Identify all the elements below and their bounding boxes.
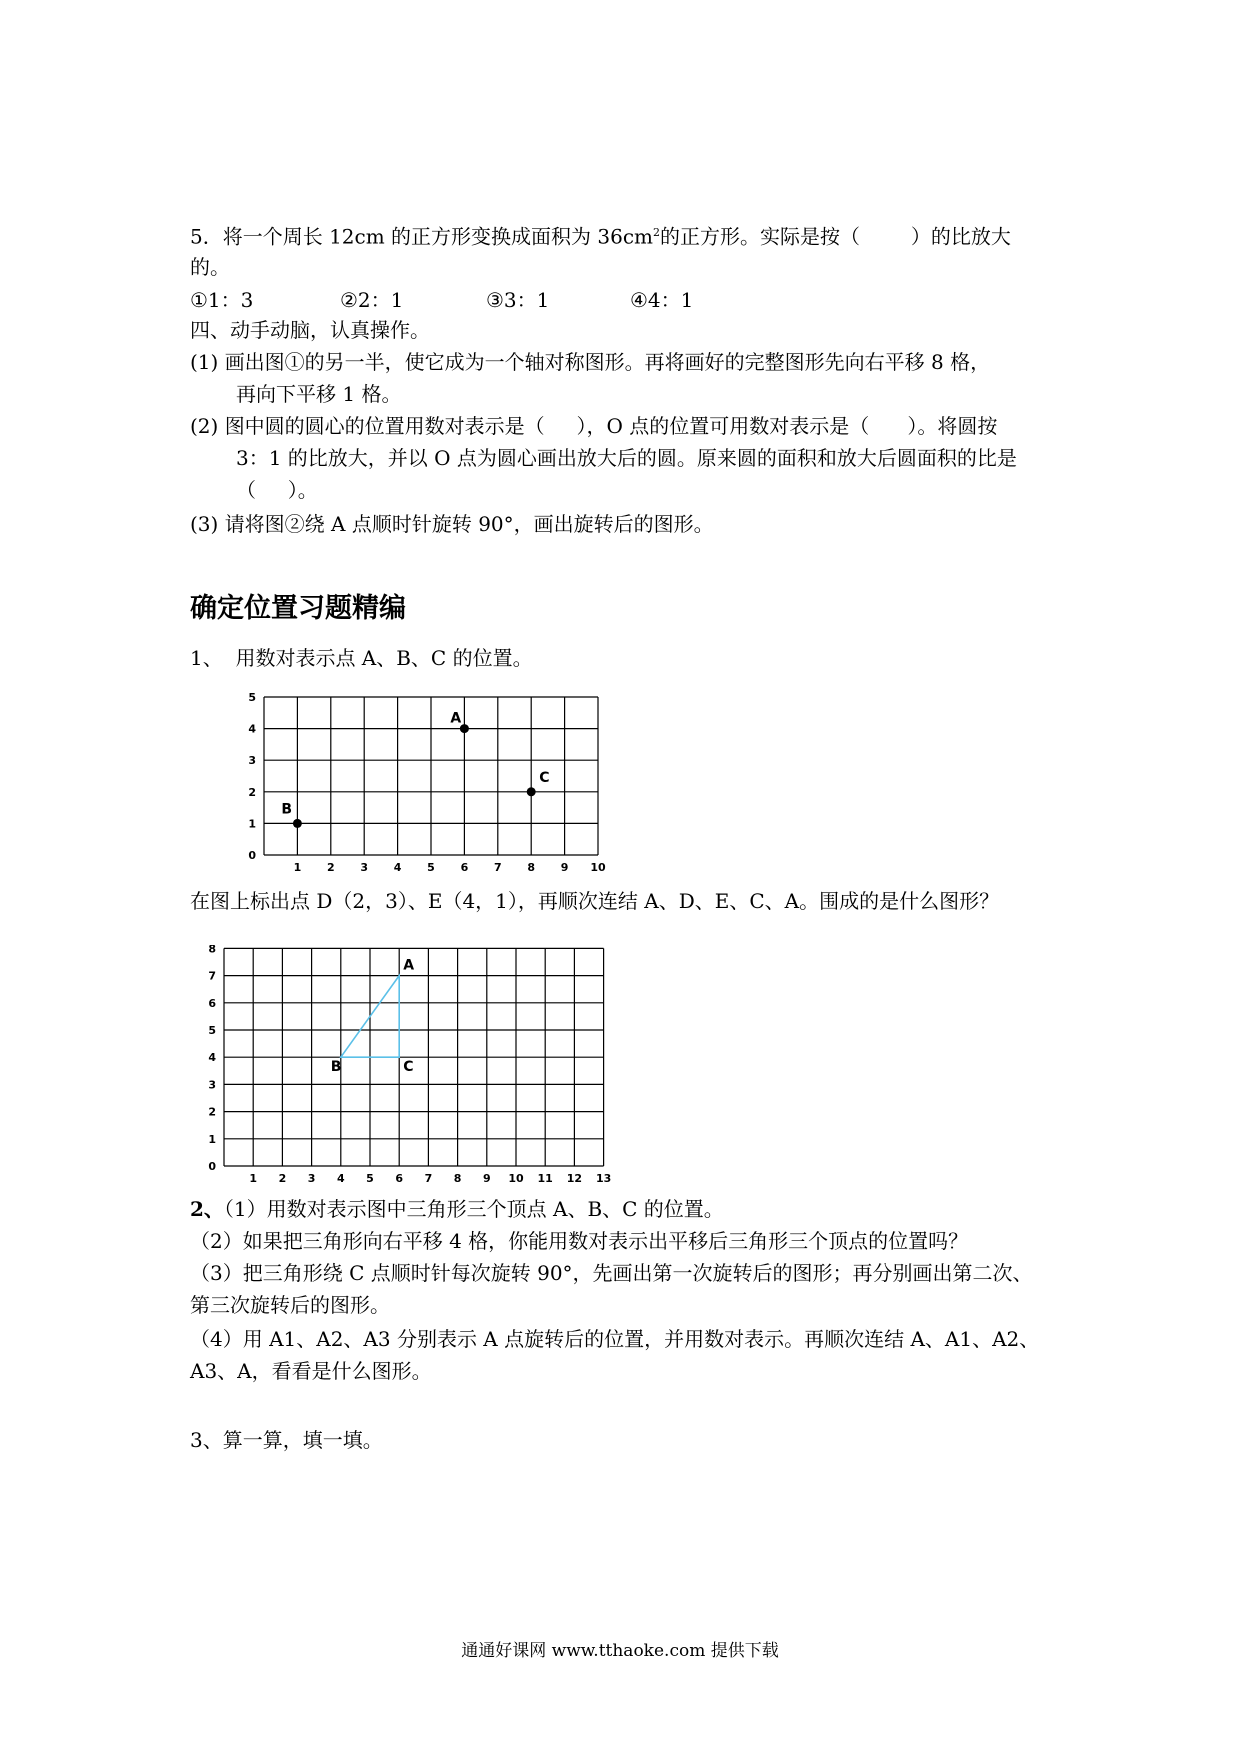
x-tick-label: 6 xyxy=(395,1172,404,1185)
x-tick-label: 8 xyxy=(453,1172,462,1185)
y-tick-label: 5 xyxy=(248,691,256,704)
y-tick-label: 2 xyxy=(248,785,256,799)
coordinate-grid-2 xyxy=(200,945,620,1185)
q5-text-end: 的正方形。实际是按（ ）的比放大 xyxy=(660,224,1011,249)
task-1-cont: 再向下平移 1 格。 xyxy=(236,382,402,406)
x-tick-label: 12 xyxy=(566,1172,583,1185)
task-2-cont: 3：1 的比放大，并以 O 点为圆心画出放大后的圆。原来圆的面积和放大后圆面积的比是 xyxy=(236,446,1017,470)
point-label-a: A xyxy=(450,710,462,727)
y-tick-label: 6 xyxy=(208,996,216,1010)
x-tick-label: 5 xyxy=(366,1172,374,1185)
x-tick-label: 13 xyxy=(595,1172,612,1185)
q2-line-3-cont: 第三次旋转后的图形。 xyxy=(190,1293,390,1317)
x-tick-label: 3 xyxy=(307,1172,316,1185)
y-tick-label: 8 xyxy=(208,945,216,956)
coordinate-grid-1 xyxy=(240,690,610,885)
x-tick-label: 8 xyxy=(527,861,536,874)
y-tick-label: 1 xyxy=(208,1132,216,1146)
q2-line-1-text: （1）用数对表示图中三角形三个顶点 A、B、C 的位置。 xyxy=(223,1197,724,1221)
task-1: (1) 画出图①的另一半，使它成为一个轴对称图形。再将画好的完整图形先向右平移 8 格， xyxy=(190,350,991,374)
y-tick-label: 5 xyxy=(208,1024,216,1037)
y-tick-label: 3 xyxy=(248,754,256,768)
x-tick-label: 6 xyxy=(460,861,469,874)
task-2-cont2: （ ）。 xyxy=(236,478,318,502)
option-4: ④4：1 xyxy=(630,288,694,312)
point-c xyxy=(527,787,536,796)
y-tick-label: 1 xyxy=(248,817,256,831)
q2-line-1 xyxy=(190,1195,724,1223)
x-tick-label: 10 xyxy=(508,1172,524,1185)
q2-number: 2、 xyxy=(190,1197,224,1221)
q2-line-4: （4）用 A1、A2、A3 分别表示 A 点旋转后的位置，并用数对表示。再顺次连结 A、A1、A2、 xyxy=(190,1327,1040,1351)
vertex-label-a: A xyxy=(403,957,415,974)
section-title: 确定位置习题精编 xyxy=(190,593,406,624)
point-label-b: B xyxy=(281,801,293,818)
q1-text: 1、 用数对表示点 A、B、C 的位置。 xyxy=(190,646,533,670)
question-5-cont: 的。 xyxy=(190,255,230,279)
section-4-heading: 四、动手动脑，认真操作。 xyxy=(190,318,430,342)
x-tick-label: 1 xyxy=(249,1172,258,1185)
y-tick-label: 0 xyxy=(208,1160,216,1173)
x-tick-label: 2 xyxy=(278,1172,287,1185)
q2-line-3: （3）把三角形绕 C 点顺时针每次旋转 90°，先画出第一次旋转后的图形；再分别画出第二次、 xyxy=(190,1261,1033,1285)
x-tick-label: 1 xyxy=(293,861,302,874)
vertex-label-c: C xyxy=(403,1059,414,1076)
q3-text: 3、算一算，填一填。 xyxy=(190,1428,383,1452)
x-tick-label: 10 xyxy=(590,861,606,874)
option-3: ③3：1 xyxy=(486,288,550,312)
y-tick-label: 2 xyxy=(208,1105,216,1119)
y-tick-label: 0 xyxy=(248,849,256,862)
option-2: ②2：1 xyxy=(340,288,404,312)
question-5 xyxy=(190,219,1011,251)
q5-text: 5．将一个周长 12cm 的正方形变换成面积为 36cm xyxy=(190,224,654,249)
point-label-c: C xyxy=(539,769,550,786)
footer: 通通好课网 www.tthaoke.com 提供下载 xyxy=(461,1641,779,1661)
y-tick-label: 4 xyxy=(248,722,256,736)
q1-followup: 在图上标出点 D（2，3）、E（4，1），再顺次连结 A、D、E、C、A。围成的是什么图形？ xyxy=(190,889,1000,913)
x-tick-label: 5 xyxy=(427,861,435,874)
x-tick-label: 9 xyxy=(560,861,569,874)
x-tick-label: 2 xyxy=(326,861,335,874)
task-3: (3) 请将图②绕 A 点顺时针旋转 90°，画出旋转后的图形。 xyxy=(190,512,714,536)
q2-line-2: （2）如果把三角形向右平移 4 格，你能用数对表示出平移后三角形三个顶点的位置吗？ xyxy=(190,1229,969,1253)
y-tick-label: 4 xyxy=(208,1051,216,1065)
option-1: ①1：3 xyxy=(190,288,254,312)
x-tick-label: 3 xyxy=(360,861,369,874)
q2-line-4-cont: A3、A，看看是什么图形。 xyxy=(190,1359,432,1383)
x-tick-label: 4 xyxy=(393,861,402,874)
q5-sup: 2 xyxy=(653,226,661,239)
y-tick-label: 7 xyxy=(208,969,216,983)
point-b xyxy=(293,819,302,828)
x-tick-label: 7 xyxy=(493,861,502,874)
x-tick-label: 11 xyxy=(537,1172,553,1185)
task-2: (2) 图中圆的圆心的位置用数对表示是（ ），O 点的位置可用数对表示是（ ）。将圆按 xyxy=(190,414,998,438)
x-tick-label: 7 xyxy=(424,1172,433,1185)
point-a xyxy=(460,724,469,733)
vertex-label-b: B xyxy=(330,1059,342,1076)
y-tick-label: 3 xyxy=(208,1078,216,1092)
x-tick-label: 4 xyxy=(336,1172,345,1185)
x-tick-label: 9 xyxy=(482,1172,491,1185)
